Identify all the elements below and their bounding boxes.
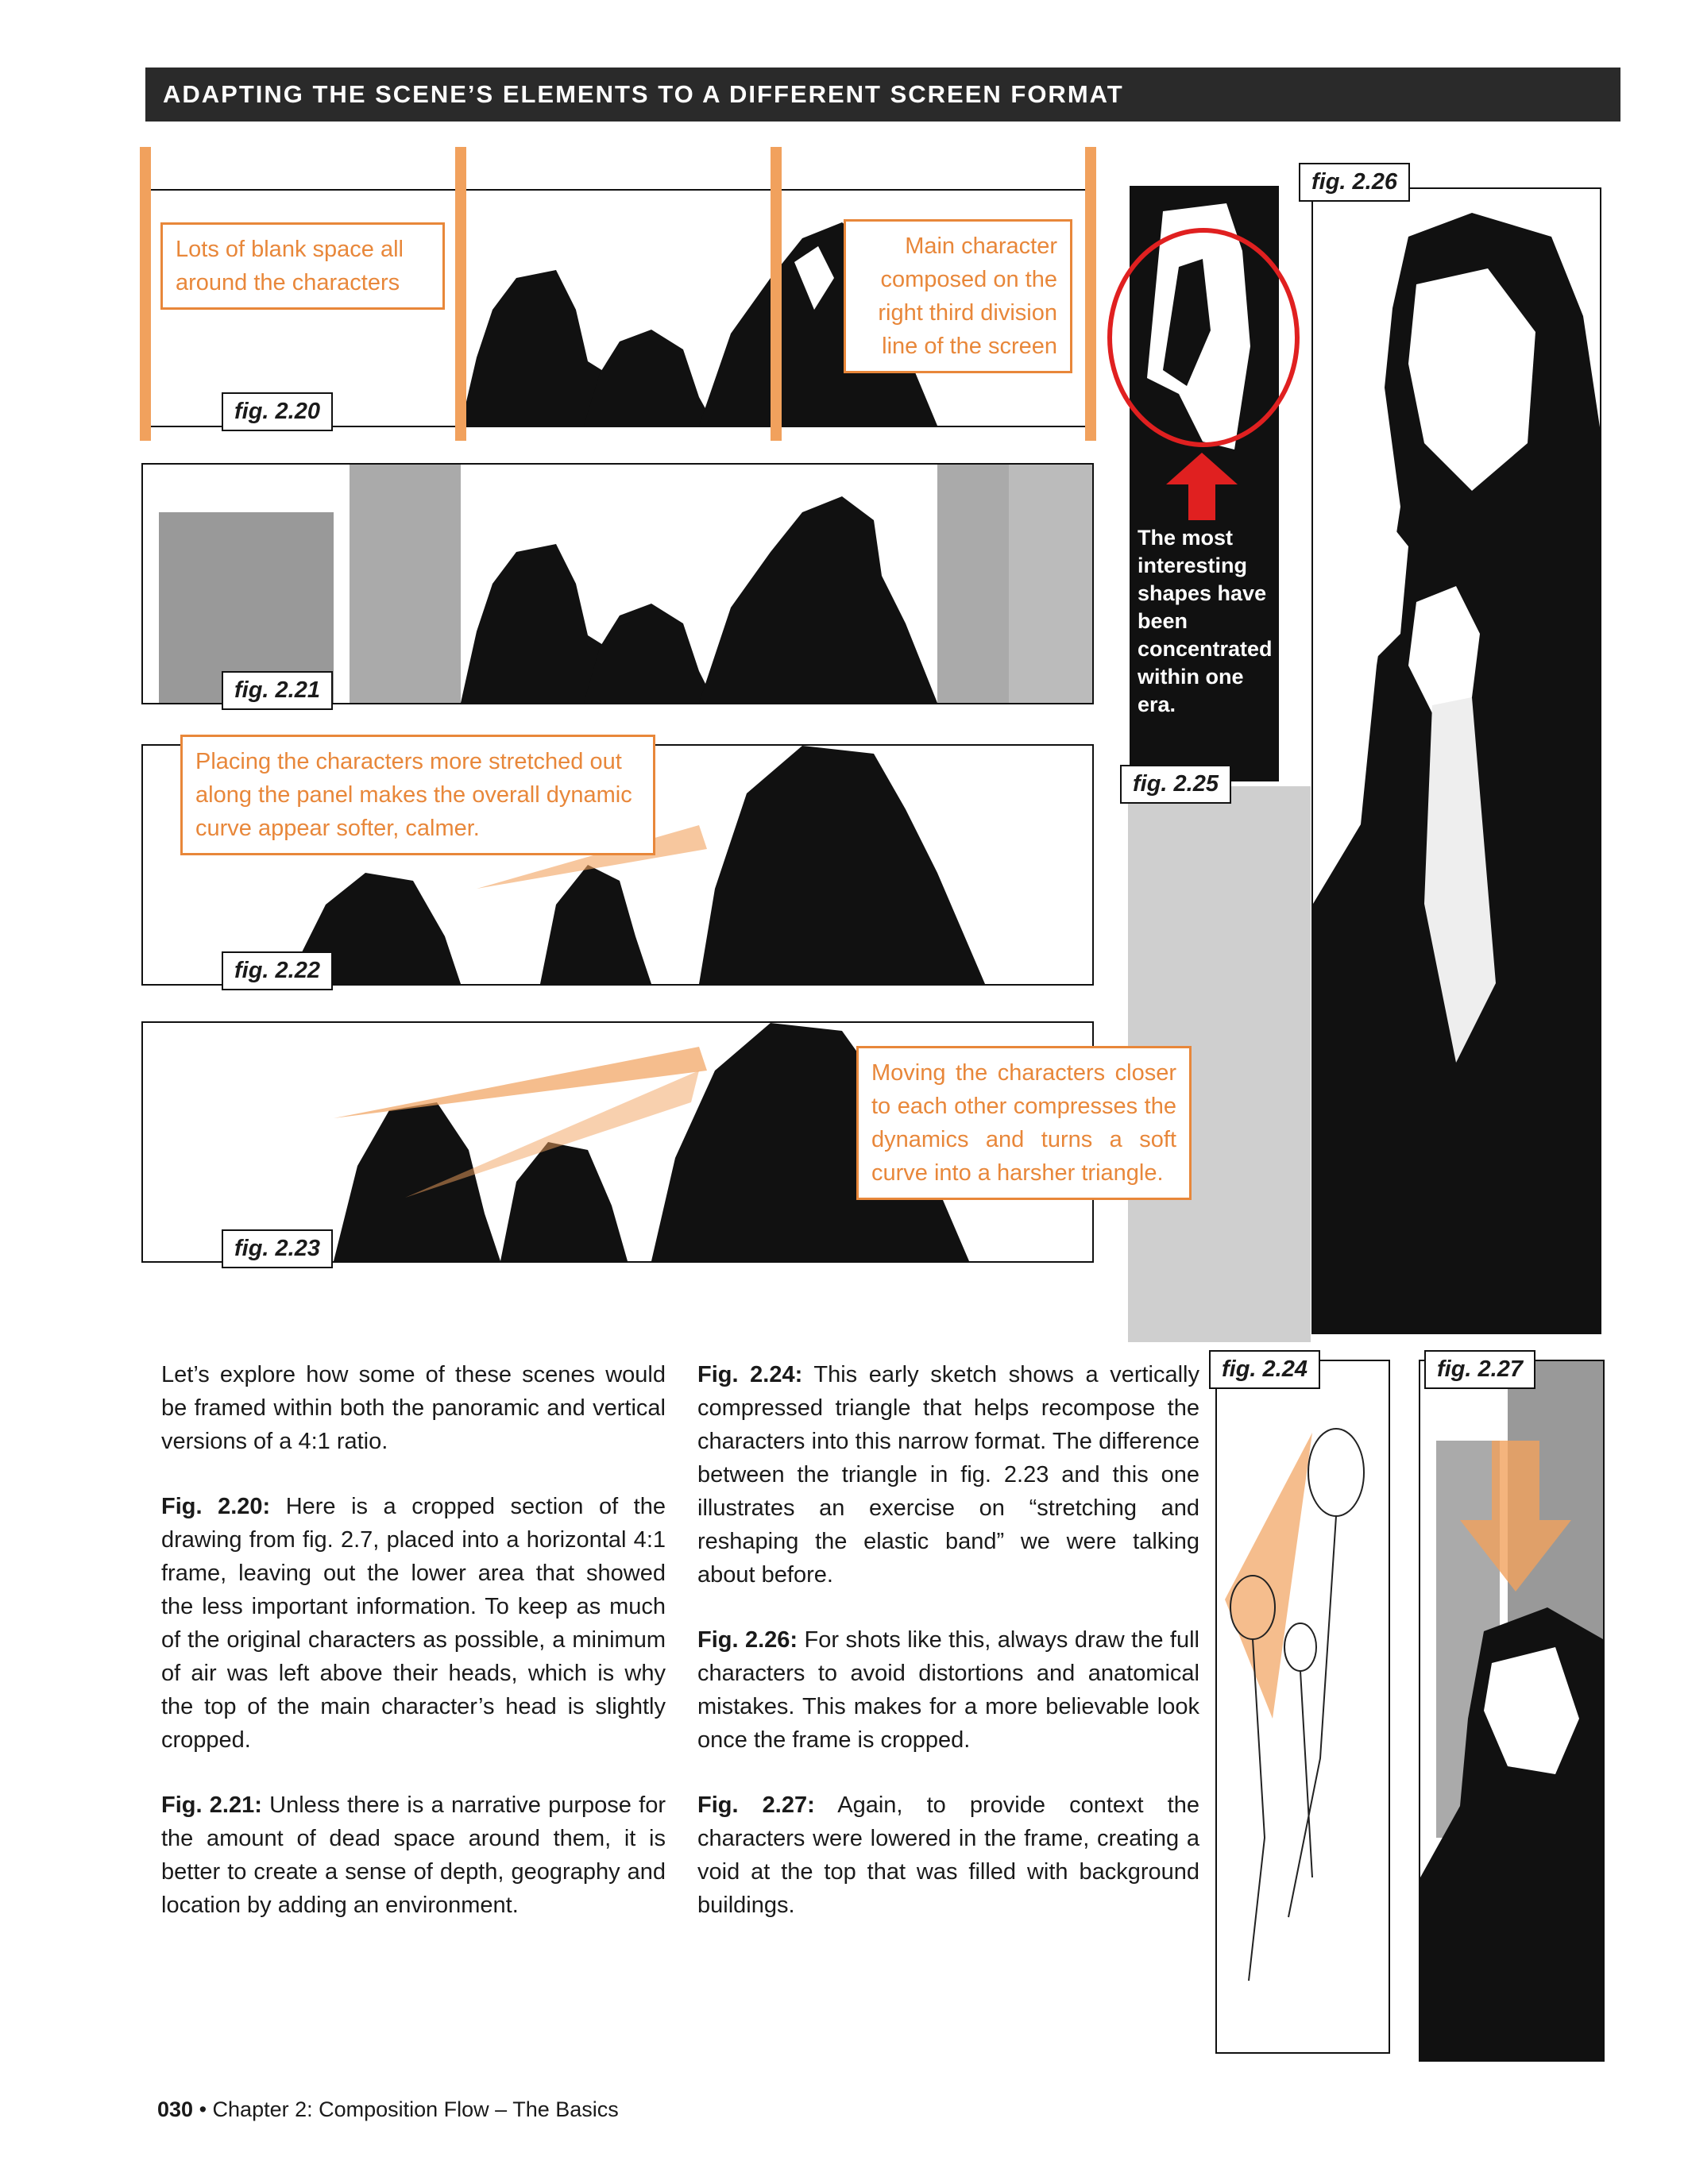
page-number: 030 [157,2097,194,2121]
third-line-marker [140,147,151,441]
arrow-up-icon [1166,453,1238,520]
panel-2-24-art [1217,1361,1389,2052]
paragraph-fig-2-21 [161,1788,666,1922]
fig-label-2-25: fig. 2.25 [1120,765,1231,804]
panel-2-26-art [1313,189,1600,1333]
panel-fig-2-27 [1419,1360,1605,2062]
panel-fig-2-26 [1311,187,1601,1334]
paragraph-text: Again, to provide context the characters were lowered in the frame, creating a void at the top that was filled with background buildings. [697,1792,1199,1918]
panel-fig-2-24 [1215,1360,1390,2054]
intro-paragraph: Let’s explore how some of these scenes would be framed within both the panoramic and vertical versions of a 4:1 ratio. [161,1362,666,1454]
third-line-marker [1085,147,1096,441]
callout-interesting-shapes: The most interesting shapes have been concentrated within one era. [1138,526,1273,716]
fig-label-2-21: fig. 2.21 [222,671,333,710]
callout-main-character: Main character composed on the right third division line of the screen [844,219,1072,373]
fig-label-2-27: fig. 2.27 [1424,1350,1535,1389]
callout-closer: Moving the characters closer to each other compresses the dynamics and turns a soft curve into a harsher triangle. [856,1046,1192,1200]
body-column-right [697,1358,1199,1954]
third-line-marker [455,147,466,441]
paragraph-fig-2-26 [697,1623,1199,1757]
section-header-bar [145,68,1620,122]
fig-label-2-24: fig. 2.24 [1209,1350,1320,1389]
panel-2-27-art [1420,1361,1603,2060]
page-footer [157,2097,619,2122]
paragraph-text: Unless there is a narrative purpose for the amount of dead space around them, it is better to create a sense of depth, geography and location by adding an environment. [161,1792,666,1918]
callout-stretched: Placing the characters more stretched out along the panel makes the overall dynamic curve appear softer, calmer. [180,735,655,855]
panel-fig-2-21 [141,463,1094,704]
paragraph-fig-2-27 [697,1788,1199,1922]
panel-2-21-art [143,465,1092,703]
paragraph-label: Fig. 2.21: [161,1792,262,1818]
paragraph-text: For shots like this, always draw the full characters to avoid distortions and anatomical mistakes. This makes for a more believable look once the frame is cropped. [697,1627,1199,1753]
paragraph-label: Fig. 2.20: [161,1494,271,1519]
third-line-marker [771,147,782,441]
paragraph-fig-2-24 [697,1358,1199,1592]
paragraph-fig-2-20 [161,1490,666,1757]
paragraph-label: Fig. 2.24: [697,1362,803,1387]
fig-label-2-23: fig. 2.23 [222,1229,333,1268]
highlight-circle [1104,222,1303,453]
paragraph-text: This early sketch shows a vertically compressed triangle that helps recompose the characters into this narrow format. The difference between the triangle in fig. 2.23 and this one illustrates an exercise on “stretching and reshaping the elastic band” we were talking about before. [697,1362,1199,1588]
fig-label-2-20: fig. 2.20 [222,392,333,431]
fig-label-2-26: fig. 2.26 [1299,163,1410,202]
section-title: ADAPTING THE SCENE’S ELEMENTS TO A DIFFERENT SCREEN FORMAT [163,80,1124,108]
callout-blank-space: Lots of blank space all around the characters [160,222,445,310]
paragraph-label: Fig. 2.26: [697,1627,798,1653]
body-column-left [161,1358,666,1954]
paragraph-label: Fig. 2.27: [697,1792,815,1818]
fig-label-2-22: fig. 2.22 [222,951,333,990]
paragraph-text: Here is a cropped section of the drawing from fig. 2.7, placed into a horizontal 4:1 frame, leaving out the lower area that showed the less important information. To keep as much of the original characters as possible, a minimum of air was left above their heads, which is why the top of the main character’s head is slightly cropped. [161,1494,666,1753]
chapter-title: • Chapter 2: Composition Flow – The Basics [199,2097,619,2121]
